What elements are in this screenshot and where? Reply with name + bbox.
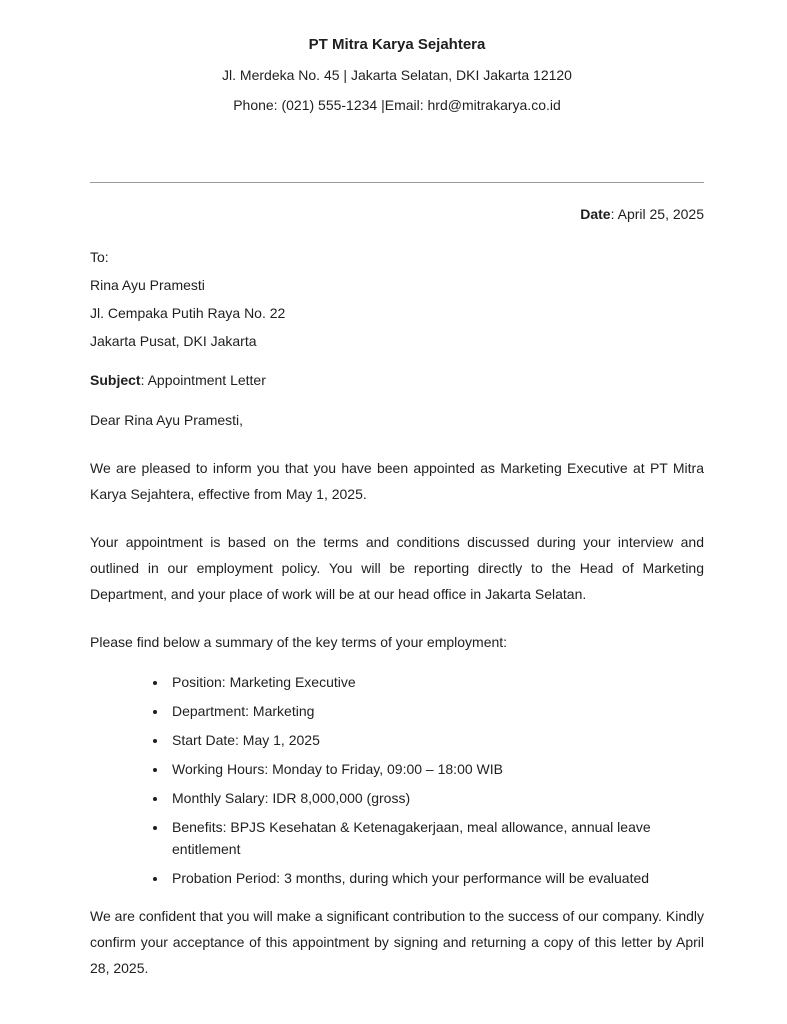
paragraph-appointment: We are pleased to inform you that you have been appointed as Marketing Executive at PT Mitra Karya Sejahtera, effective from May 1, 2025. xyxy=(90,460,704,502)
subject-line xyxy=(90,367,704,393)
date-line xyxy=(90,201,704,227)
date-value: : April 25, 2025 xyxy=(610,206,704,222)
salutation: Dear Rina Ayu Pramesti, xyxy=(90,412,244,428)
to-label: To: xyxy=(90,249,109,265)
company-name: PT Mitra Karya Sejahtera xyxy=(308,36,486,53)
employment-terms-list xyxy=(90,671,704,889)
subject-label: Subject xyxy=(90,372,141,388)
paragraph-closing: We are confident that you will make a significant contribution to the success of our company. Kindly confirm your acceptance of this appointment by signing and returning a copy of this letter by April 28, 2025. xyxy=(90,908,704,976)
recipient-block xyxy=(90,243,704,355)
header-divider xyxy=(90,182,704,183)
term-item-working-hours: • Working Hours: Monday to Friday, 09:00 – 18:00 WIB xyxy=(168,758,704,780)
term-item-monthly-salary: • Monthly Salary: IDR 8,000,000 (gross) xyxy=(168,787,704,809)
subject-value: : Appointment Letter xyxy=(140,372,266,388)
recipient-name: Rina Ayu Pramesti xyxy=(90,277,205,293)
term-item-benefits: • Benefits: BPJS Kesehatan & Ketenagakerjaan, meal allowance, annual leave entitlement xyxy=(168,816,704,860)
recipient-address-line1: Jl. Cempaka Putih Raya No. 22 xyxy=(90,305,286,321)
term-item-probation-period: • Probation Period: 3 months, during which your performance will be evaluated xyxy=(168,867,704,889)
term-item-position: • Position: Marketing Executive xyxy=(168,671,704,693)
company-address: Jl. Merdeka No. 45 | Jakarta Selatan, DKI Jakarta 12120 xyxy=(222,67,572,83)
company-contact: Phone: (021) 555-1234 |Email: hrd@mitrakarya.co.id xyxy=(233,97,561,113)
date-label: Date xyxy=(580,206,611,222)
term-item-department: • Department: Marketing xyxy=(168,700,704,722)
paragraph-summary-intro: Please find below a summary of the key terms of your employment: xyxy=(90,634,508,650)
term-item-start-date: • Start Date: May 1, 2025 xyxy=(168,729,704,751)
paragraph-terms-basis: Your appointment is based on the terms and conditions discussed during your interview and outlined in our employment policy. You will be reporting directly to the Head of Marketing Department, and your place of work will be at our head office in Jakarta Selatan. xyxy=(90,534,704,602)
letterhead xyxy=(90,30,704,120)
recipient-address-line2: Jakarta Pusat, DKI Jakarta xyxy=(90,333,257,349)
